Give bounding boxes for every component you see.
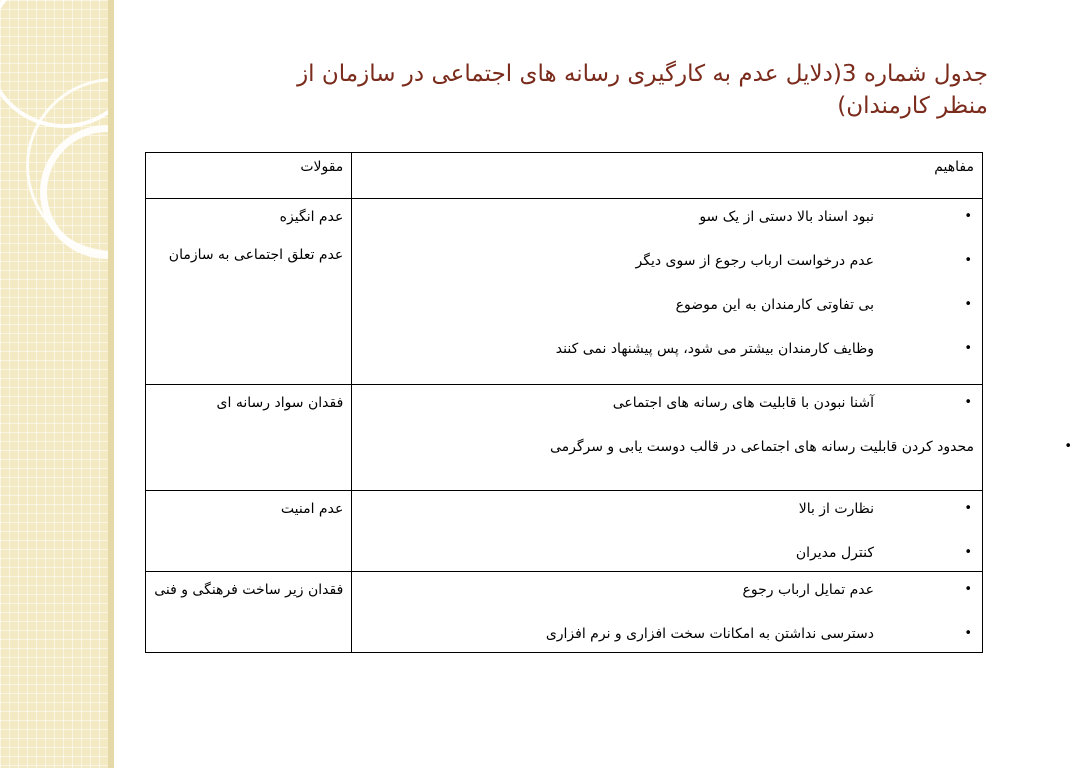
concept-text: نظارت از بالا xyxy=(798,501,874,517)
side-panel-edge xyxy=(108,0,114,768)
list-item xyxy=(360,337,974,361)
header-categories: مقولات xyxy=(146,153,352,199)
concepts-list xyxy=(360,578,974,646)
categories-cell xyxy=(146,491,352,572)
list-item xyxy=(360,249,974,273)
bullet-icon: • xyxy=(964,582,972,597)
table-row xyxy=(146,385,983,491)
concept-text: کنترل مدیران xyxy=(795,545,874,561)
list-item xyxy=(360,578,974,602)
categories-cell xyxy=(146,199,352,385)
concepts-list xyxy=(360,391,1072,459)
bullet-icon: • xyxy=(964,501,972,516)
list-item xyxy=(360,293,974,317)
categories-cell xyxy=(146,385,352,491)
list-item xyxy=(360,622,974,646)
list-item: • محدود کردن قابلیت رسانه های اجتماعی در قالب دوست یابی و سرگرمی xyxy=(549,439,1072,455)
header-concepts: مفاهیم xyxy=(352,153,983,199)
bullet-icon: • xyxy=(964,626,972,641)
list-item xyxy=(360,391,974,415)
concept-text: وظایف کارمندان بیشتر می شود، پس پیشنهاد نمی کنند xyxy=(555,341,874,357)
bullet-icon: • xyxy=(964,297,972,312)
category-text: عدم امنیت xyxy=(280,501,344,517)
categories-cell xyxy=(146,572,352,653)
category-text: عدم انگیزه xyxy=(279,209,344,225)
category-text: فقدان زیر ساخت فرهنگی و فنی xyxy=(154,582,344,598)
bullet-icon: • xyxy=(964,545,972,560)
concepts-cell xyxy=(352,491,983,572)
concept-text: عدم تمایل ارباب رجوع xyxy=(742,582,874,598)
concepts-list xyxy=(360,497,974,565)
concept-text: بی تفاوتی کارمندان به این موضوع xyxy=(675,297,874,313)
concept-text: نبود اسناد بالا دستی از یک سو xyxy=(699,209,874,225)
category-text: عدم تعلق اجتماعی به سازمان xyxy=(168,247,344,263)
table-row xyxy=(146,199,983,385)
concepts-cell xyxy=(352,199,983,385)
list-item xyxy=(360,541,974,565)
concept-text: آشنا نبودن با قابلیت های رسانه های اجتماعی xyxy=(612,395,874,411)
list-item xyxy=(360,205,974,229)
table-row xyxy=(146,491,983,572)
table-header-row xyxy=(146,153,983,199)
concept-text: دسترسی نداشتن به امکانات سخت افزاری و نرم افزاری xyxy=(545,626,874,642)
slide-title: جدول شماره 3(دلایل عدم به کارگیری رسانه های اجتماعی در سازمان از منظر کارمندان) xyxy=(297,61,988,119)
bullet-icon: • xyxy=(964,253,972,268)
concepts-cell xyxy=(352,385,1072,491)
concept-text: محدود کردن قابلیت رسانه های اجتماعی در قالب دوست یابی و سرگرمی xyxy=(549,439,974,455)
bullet-icon: • xyxy=(964,395,972,410)
concepts-list xyxy=(360,205,974,361)
bullet-icon: • xyxy=(964,341,972,356)
decorative-side-panel xyxy=(0,0,114,768)
reasons-table xyxy=(145,152,1072,653)
list-item xyxy=(360,497,974,521)
bullet-icon: • xyxy=(964,209,972,224)
concept-text: عدم درخواست ارباب رجوع از سوی دیگر xyxy=(635,253,874,269)
table-row xyxy=(146,572,983,653)
category-text: فقدان سواد رسانه ای xyxy=(216,395,344,411)
concepts-cell xyxy=(352,572,983,653)
